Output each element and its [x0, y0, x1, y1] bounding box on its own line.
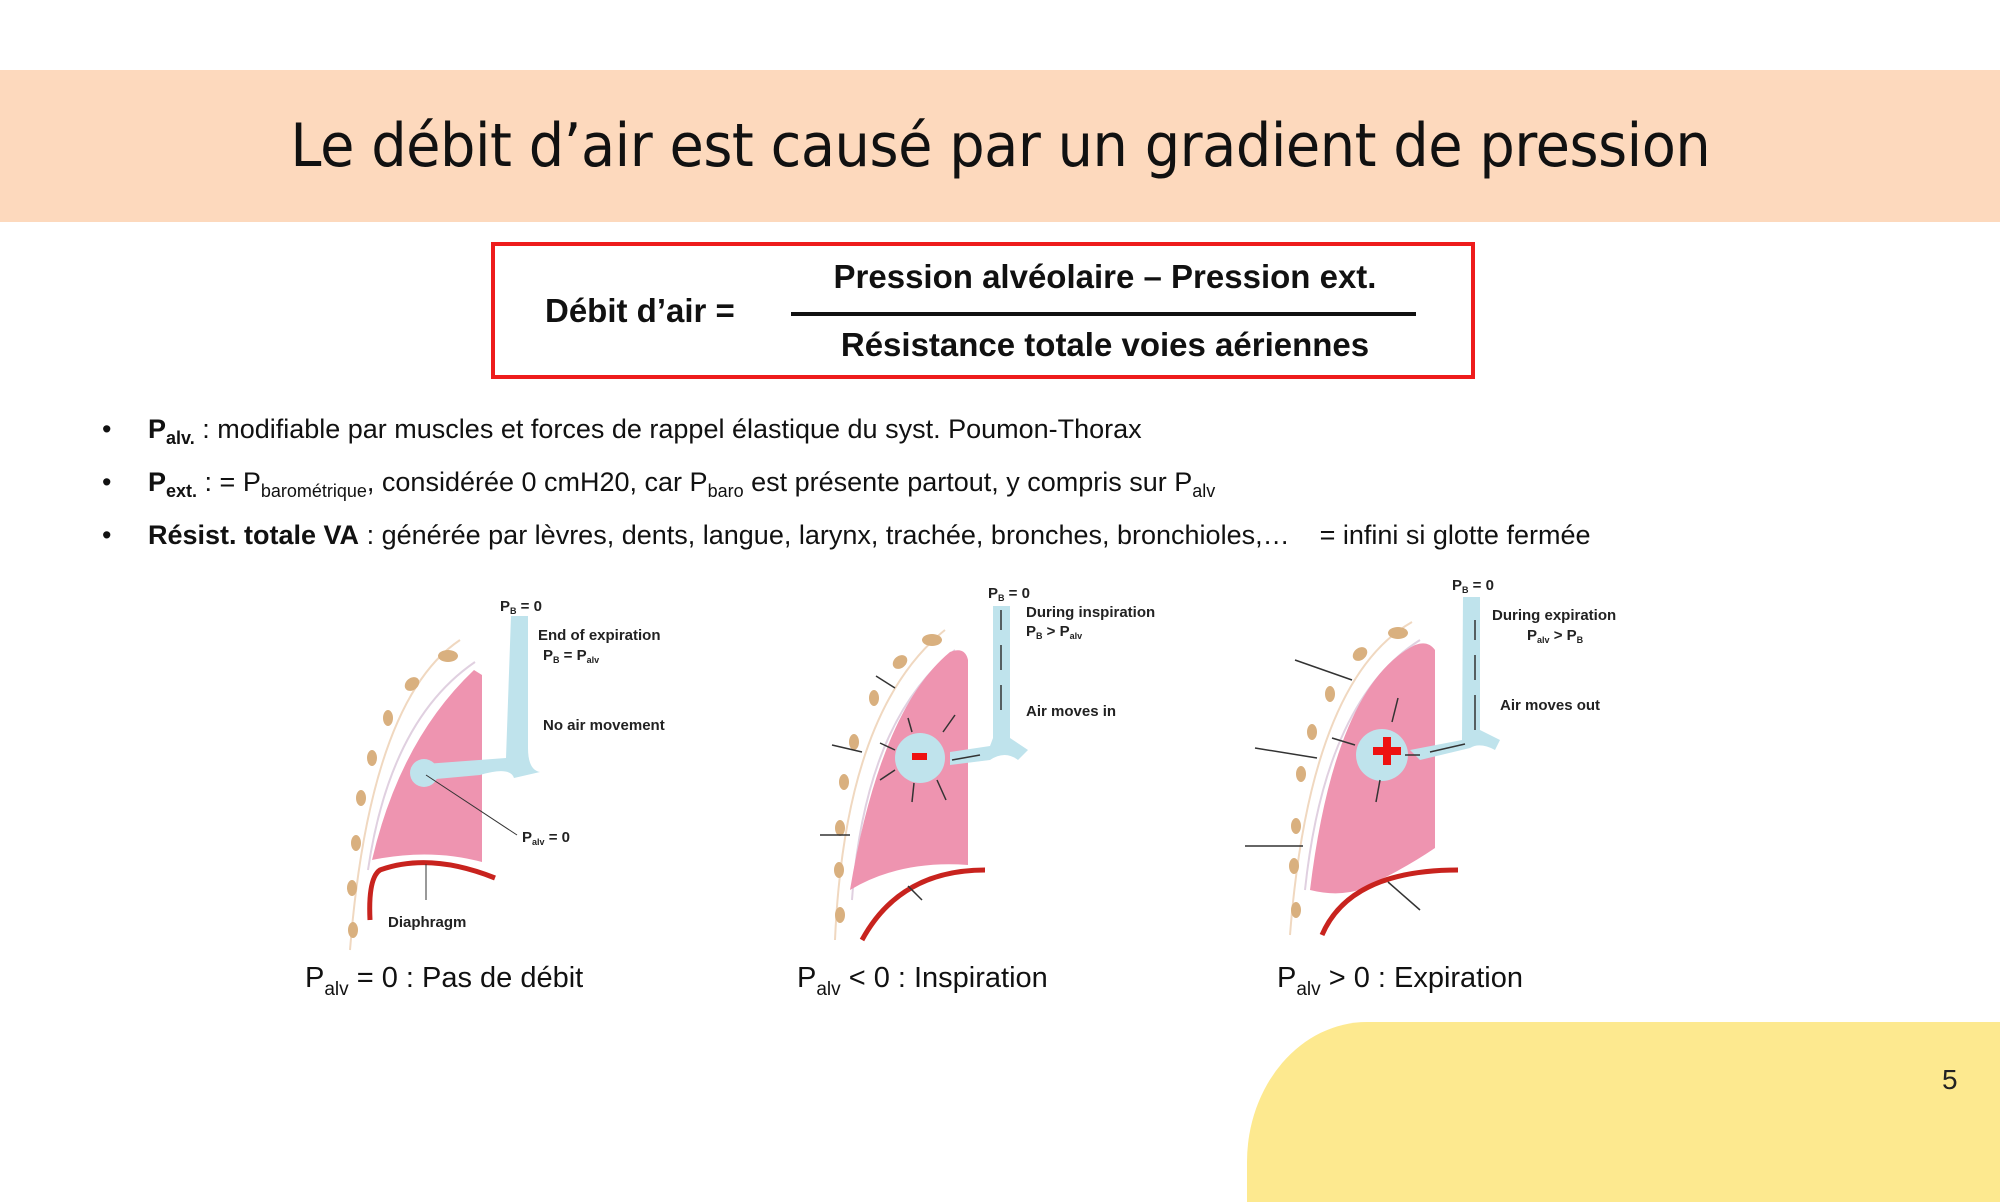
- term: Résist. totale VA: [148, 520, 360, 550]
- lung-diagram-rest: [330, 580, 710, 960]
- pb-label: $P_B = 0$: [988, 585, 1030, 603]
- decorative-corner-shape: [1247, 1022, 2000, 1202]
- page-number: 5: [1942, 1064, 1958, 1095]
- movement-label: No air movement: [543, 717, 665, 734]
- movement-label: Air moves out: [1500, 697, 1601, 714]
- lung-diagram-expiration: [1230, 570, 1650, 950]
- state-label: During expiration: [1492, 607, 1617, 624]
- bullet-icon: •: [102, 414, 112, 444]
- bullet-list: [96, 408, 1590, 567]
- palv-label: $P_{alv} = 0$: [522, 829, 570, 847]
- caption-no-flow: $P_{alv} = 0$ : Pas de débit: [305, 962, 584, 1000]
- term: $P_{alv.}$: [148, 414, 195, 448]
- caption-inspiration: $P_{alv} < 0$ : Inspiration: [797, 962, 1048, 1000]
- lung-diagram-inspiration: [800, 570, 1180, 950]
- term: $P_{ext.}$: [148, 467, 198, 501]
- movement-label: Air moves in: [1026, 703, 1117, 720]
- bullet-icon: •: [102, 520, 112, 550]
- pb-label: $P_B = 0$: [500, 598, 542, 616]
- formula-lhs: Débit d’air =: [545, 292, 735, 329]
- lung-illustration: [800, 570, 1180, 950]
- diaphragm-label: Diaphragm: [388, 914, 467, 931]
- bullet-item-resistance: [96, 514, 1590, 567]
- relation-label: $P_{alv} > P_B$: [1527, 627, 1584, 645]
- relation-label: $P_B = P_{alv}$: [543, 647, 600, 665]
- formula-denominator: Résistance totale voies aériennes: [840, 326, 1370, 363]
- bullet-text: : générée par lèvres, dents, langue, larynx, trachée, bronches, bronchioles,…: [359, 520, 1290, 550]
- pb-label: $P_B = 0$: [1452, 577, 1494, 595]
- caption-expiration: $P_{alv} > 0$ : Expiration: [1277, 962, 1523, 1000]
- fraction-bar: [791, 312, 1416, 316]
- lung-illustration: [330, 580, 710, 960]
- slide-title: Le débit d’air est causé par un gradient de pression: [290, 111, 1710, 181]
- bullet-text: : modifiable par muscles et forces de rappel élastique du syst. Poumon-Thorax: [194, 414, 1142, 444]
- formula-box: [491, 242, 1475, 379]
- bullet-icon: •: [102, 467, 112, 497]
- lung-illustration: [1230, 570, 1650, 950]
- relation-label: $P_B > P_{alv}$: [1026, 623, 1083, 641]
- state-label: During inspiration: [1026, 604, 1156, 621]
- bullet-item-pext: • $P_{ext.}$ : = $P_{barométrique}$, considérée 0 cmH20, car $P_{baro}$ est présente partout, y compris sur $P_{alv}$: [96, 461, 1590, 514]
- negative-pressure-icon: [912, 753, 927, 760]
- bullet-note: = infini si glotte fermée: [1319, 520, 1591, 550]
- title-band: [0, 70, 2000, 222]
- state-label: End of expiration: [538, 627, 661, 644]
- bullet-item-palv: [96, 408, 1590, 461]
- formula-numerator: Pression alvéolaire – Pression ext.: [833, 258, 1377, 295]
